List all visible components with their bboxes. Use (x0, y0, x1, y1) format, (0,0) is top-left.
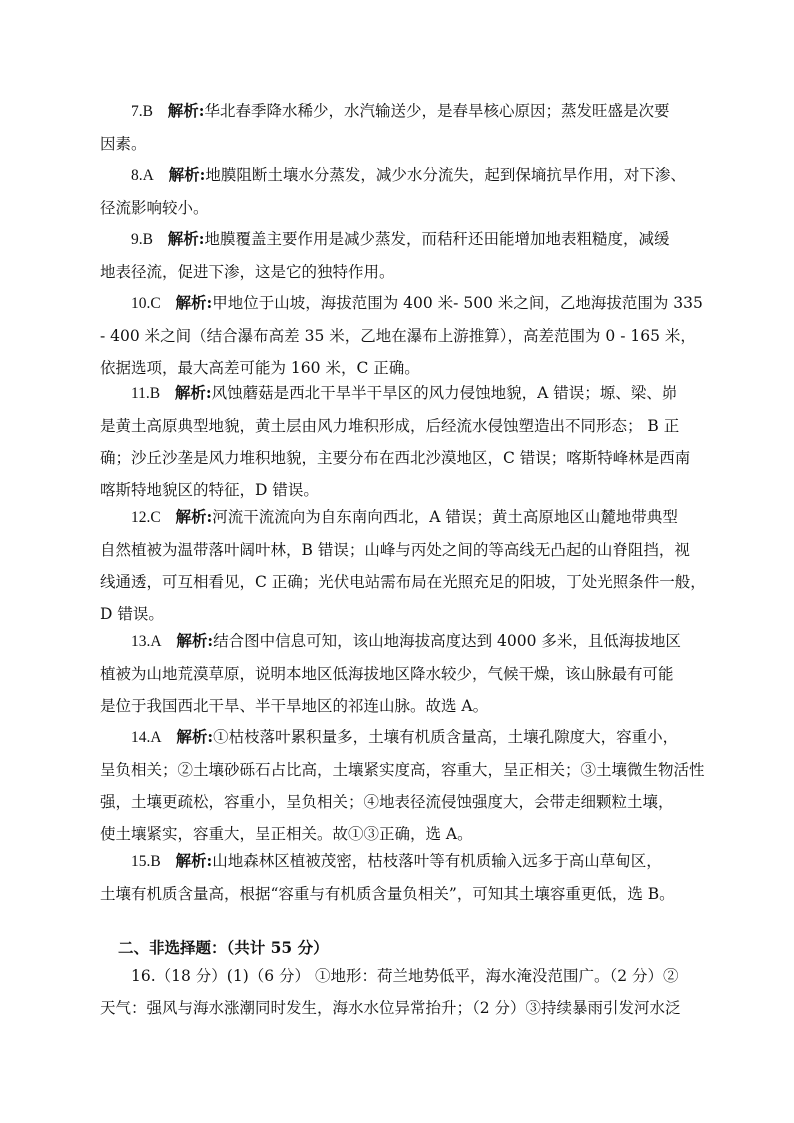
answer-12 (100, 501, 706, 630)
answer-text-line: 华北春季降水稀少，水汽输送少，是春旱核心原因；蒸发旺盛是次要 (204, 102, 670, 120)
analysis-label: 解析: (175, 293, 213, 312)
analysis-label: 解析: (175, 851, 213, 870)
answer-text-line: D 错误。 (100, 605, 164, 623)
answer-text-line: 是黄土高原典型地貌，黄土层由风力堆积形成，后经流水侵蚀塑造出不同形态； B 正 (100, 417, 680, 435)
answer-14 (100, 721, 705, 850)
answer-text-line: 地膜覆盖主要作用是减少蒸发，而秸秆还田能增加地表粗糙度，减缓 (204, 230, 670, 248)
answer-text-line: 土壤有机质含量高，根据“容重与有机质含量负相关”，可知其土壤容重更低，选 B。 (100, 885, 675, 903)
answer-number: 11.B (131, 385, 161, 402)
answer-text-line: 线通透，可互相看见，C 正确；光伏电站需布局在光照充足的阳坡，丁处光照条件一般， (100, 573, 706, 591)
answer-11 (100, 377, 696, 506)
answer-number: 8.A (131, 167, 154, 184)
answer-9 (100, 223, 696, 288)
answer-number: 7.B (131, 103, 153, 120)
answer-number: 9.B (131, 231, 153, 248)
analysis-label: 解析: (176, 631, 214, 650)
answer-text-line: 因素。 (100, 135, 147, 153)
answer-15 (100, 845, 696, 910)
answer-text-line: 使土壤紧实，容重大，呈正相关。故①③正确，选 A。 (100, 825, 473, 843)
answer-number: 13.A (131, 633, 162, 650)
analysis-label: 解析: (176, 727, 214, 746)
answer-text-line: 自然植被为温带落叶阔叶林，B 错误；山峰与丙处之间的等高线无凸起的山脊阻挡，视 (100, 541, 690, 559)
analysis-label: 解析: (167, 229, 205, 248)
analysis-label: 解析: (174, 383, 212, 402)
answer-text-line: 强，土壤更疏松，容重小，呈负相关；④地表径流侵蚀强度大，会带走细颗粒土壤， (100, 793, 674, 811)
answer-text-line: 16.（18 分）(1)（6 分） ①地形：荷兰地势低平，海水淹没范围广。（2 分）② (131, 967, 679, 985)
answer-8 (100, 159, 696, 224)
answer-text-line: 确；沙丘沙垄是风力堆积地貌，主要分布在西北沙漠地区，C 错误；喀斯特峰林是西南 (100, 449, 691, 467)
answer-number: 14.A (131, 729, 162, 746)
answer-text-line: 呈负相关；②土壤砂砾石占比高，土壤紧实度高，容重大，呈正相关；③土壤微生物活性 (100, 761, 705, 779)
answer-text-line: 结合图中信息可知，该山地海拔高度达到 4000 多米，且低海拔地区 (213, 632, 681, 650)
analysis-label: 解析: (168, 165, 206, 184)
answer-number: 15.B (131, 853, 161, 870)
answer-number: 12.C (131, 509, 161, 526)
answer-text-line: 天气：强风与海水涨潮同时发生，海水水位异常抬升；（2 分）③持续暴雨引发河水泛 (100, 999, 681, 1017)
answer-text-line: 植被为山地荒漠草原，说明本地区低海拔地区降水较少，气候干燥，该山脉最有可能 (100, 665, 674, 683)
answer-7 (100, 95, 696, 160)
answer-13 (100, 625, 696, 722)
answer-text-line: 河流干流流向为自东南向西北，A 错误；黄土高原地区山麓地带典型 (212, 508, 678, 526)
answer-number: 10.C (131, 295, 161, 312)
answer-text-line: 山地森林区植被茂密，枯枝落叶等有机质输入远多于高山草甸区， (212, 852, 662, 870)
answer-text-line: ①枯枝落叶累积量多，土壤有机质含量高，土壤孔隙度大，容重小， (213, 728, 679, 746)
section-title: 二、非选择题：（共计 55 分） (118, 938, 329, 957)
analysis-label: 解析: (167, 101, 205, 120)
answer-text-line: 喀斯特地貌区的特征，D 错误。 (100, 481, 319, 499)
answer-text-line: 是位于我国西北干旱、半干旱地区的祁连山脉。故选 A。 (100, 697, 489, 715)
answer-text-line: 地表径流，促进下渗，这是它的独特作用。 (100, 263, 395, 281)
answer-text-line: 依据选项，最大高差可能为 160 米，C 正确。 (100, 359, 420, 377)
answer-text-line: 径流影响较小。 (100, 199, 209, 217)
answer-text-line: 地膜阻断土壤水分蒸发，减少水分流失，起到保墒抗旱作用，对下渗、 (205, 166, 686, 184)
question-16 (100, 960, 696, 1024)
answer-text-line: 风蚀蘑菇是西北干旱半干旱区的风力侵蚀地貌，A 错误；塬、梁、峁 (211, 384, 678, 402)
answer-text-line: - 400 米之间（结合瀑布高差 35 米，乙地在瀑布上游推算），高差范围为 0 - 165 米， (100, 327, 696, 345)
answer-text-line: 甲地位于山坡，海拔范围为 400 米- 500 米之间，乙地海拔范围为 335 (212, 294, 703, 312)
analysis-label: 解析: (175, 507, 213, 526)
answer-10 (100, 287, 703, 384)
